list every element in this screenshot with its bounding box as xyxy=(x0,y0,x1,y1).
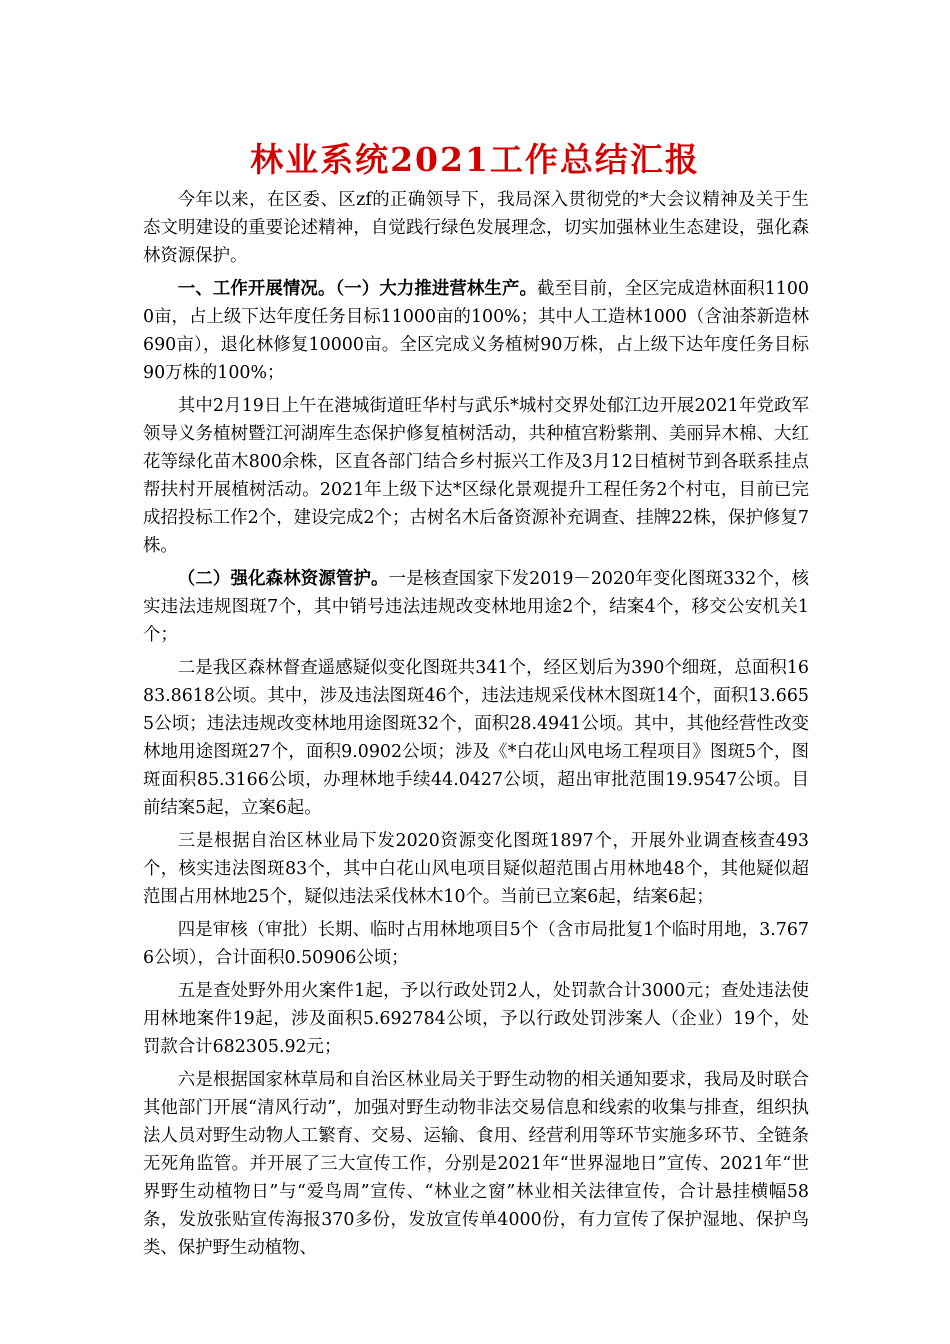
paragraph-text: 一是核查国家下发2019－2020年变化图斑332个，核实违法违规图斑7个，其中销号违法违规改变林地用途2个，结案4个，移交公安机关1个； xyxy=(143,569,809,645)
paragraph-lead: （二）强化森林资源管护。 xyxy=(177,569,389,589)
paragraph-lead: 一、工作开展情况。（一）大力推进营林生产。 xyxy=(177,279,537,299)
paragraph-forest-protection xyxy=(143,565,809,649)
paragraph-resource-change xyxy=(143,827,809,911)
document-title: 林业系统2021工作总结汇报 xyxy=(250,140,700,179)
paragraph-intro xyxy=(143,186,809,270)
paragraph-enforcement xyxy=(143,977,809,1061)
paragraph-wildlife xyxy=(143,1066,809,1262)
paragraph-text: 今年以来，在区委、区zf的正确领导下，我局深入贯彻党的*大会议精神及关于生态文明建设的重要论述精神，自觉践行绿色发展理念，切实加强林业生态建设，强化森林资源保护。 xyxy=(143,190,809,266)
paragraph-text: 二是我区森林督查遥感疑似变化图斑共341个，经区划后为390个细斑，总面积1683.8618公顷。其中，涉及违法图斑46个，违法违规采伐林木图斑14个，面积13.6655公顷；违法违规改变林地用途图斑32个，面积28.4941公顷。其中，其他经营性改变林地用途图斑27个，面积9.0902公顷；涉及《*白花山风电场工程项目》图斑5个，图斑面积85.3166公顷，办理林地手续44.0427公顷，超出审批范围19.9547公顷。目前结案5起，立案6起。 xyxy=(143,658,809,818)
document-body xyxy=(143,186,809,1267)
paragraph-tree-planting xyxy=(143,392,809,560)
paragraph-text: 三是根据自治区林业局下发2020资源变化图斑1897个，开展外业调查核查493个，核实违法图斑83个，其中白花山风电项目疑似超范围占用林地48个，其他疑似超范围占用林地25个，疑似违法采伐林木10个。当前已立案6起，结案6起； xyxy=(143,831,809,907)
paragraph-remote-sensing xyxy=(143,654,809,822)
paragraph-text: 五是查处野外用火案件1起，予以行政处罚2人，处罚款合计3000元；查处违法使用林地案件19起，涉及面积5.692784公顷，予以行政处罚涉案人（企业）19个，处罚款合计682305.92元； xyxy=(143,981,809,1057)
paragraph-text: 四是审核（审批）长期、临时占用林地项目5个（含市局批复1个临时用地，3.7676公顷），合计面积0.50906公顷； xyxy=(143,920,809,968)
paragraph-text: 六是根据国家林草局和自治区林业局关于野生动物的相关通知要求，我局及时联合其他部门开展“清风行动”，加强对野生动物非法交易信息和线索的收集与排查，组织执法人员对野生动物人工繁育、交易、运输、食用、经营利用等环节实施多环节、全链条无死角监管。并开展了三大宣传工作，分别是2021年“世界湿地日”宣传、2021年“世界野生动植物日”与“爱鸟周”宣传、“林业之窗”林业相关法律宣传，合计悬挂横幅58条，发放张贴宣传海报370多份，发放宣传单4000份，有力宣传了保护湿地、保护鸟类、保护野生动植物、 xyxy=(143,1070,809,1258)
paragraph-afforestation xyxy=(143,275,809,387)
paragraph-land-review xyxy=(143,916,809,972)
paragraph-text: 截至目前，全区完成造林面积11000亩，占上级下达年度任务目标11000亩的100%；其中人工造林1000（含油茶新造林690亩），退化林修复10000亩。全区完成义务植树90万株，占上级下达年度任务目标90万株的100%； xyxy=(143,279,809,383)
paragraph-text: 其中2月19日上午在港城街道旺华村与武乐*城村交界处郁江边开展2021年党政军领导义务植树暨江河湖库生态保护修复植树活动，共种植宫粉紫荆、美丽异木棉、大红花等绿化苗木800余株，区直各部门结合乡村振兴工作及3月12日植树节到各联系挂点帮扶村开展植树活动。2021年上级下达*区绿化景观提升工程任务2个村屯，目前已完成招投标工作2个，建设完成2个；古树名木后备资源补充调查、挂牌22株，保护修复7株。 xyxy=(143,396,809,556)
